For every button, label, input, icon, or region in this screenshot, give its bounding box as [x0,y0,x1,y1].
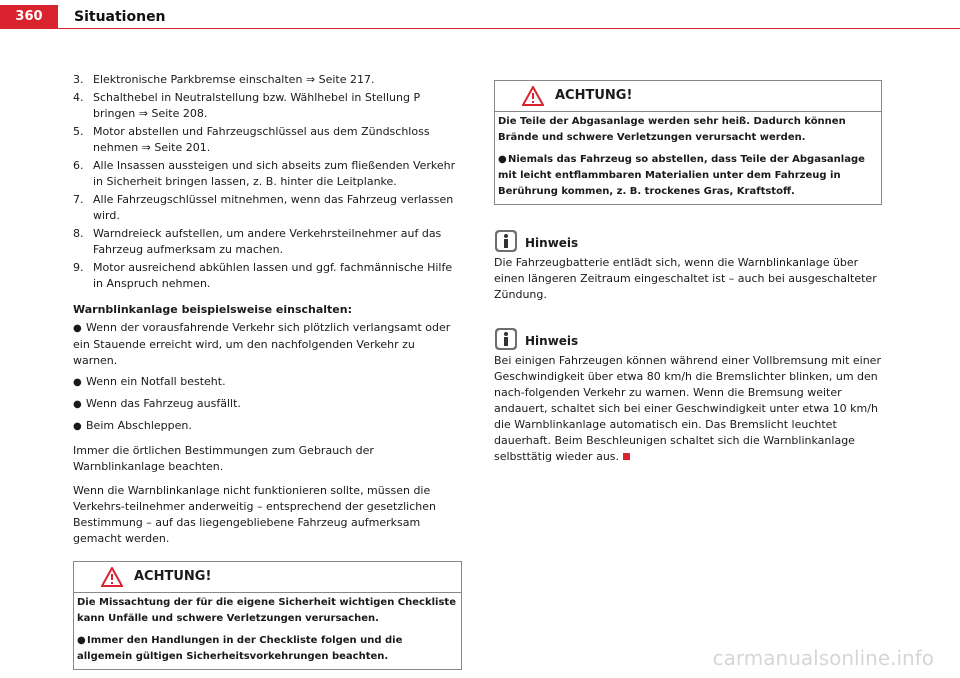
bullet-icon: ● [77,635,86,646]
watermark: carmanualsonline.info [712,646,934,670]
note-header [494,327,882,351]
info-note-icon [494,229,518,253]
bullet-icon: ● [73,377,82,388]
header-rule [58,28,960,29]
note-title: Hinweis [525,236,579,250]
subheading: Warnblinkanlage beispielsweise einschalten: [73,303,353,316]
note-text: Bei einigen Fahrzeugen können während einer Vollbremsung mit einer Geschwindigkeit über etwa 80 km/h die Bremslichter blinken, um den nach-folgenden Verkehr zu warnen. Wenn die Bremsung weiter andauert, schaltet sich bei einer Geschwindigkeit unter etwa 10 km/h die Warnblinkanlage automatisch ein. Das Bremslicht leuchtet dauerhaft. Beim Beschleunigen schaltet sich die Warnblinkanlage selbsttätig wieder aus. [494,354,881,463]
bullet-icon: ● [73,421,82,432]
right-column [494,80,882,465]
page-header [0,0,960,32]
step-item: 5. Motor abstellen und Fahrzeugschlüssel aus dem Zündschloss nehmen ⇒ Seite 201. [73,125,430,154]
info-note-icon [494,327,518,351]
list-item: ● Wenn der vorausfahrende Verkehr sich plötzlich verlangsamt oder ein Stauende erreicht wird, um den nachfolgenden Verkehr zu warnen. [73,321,451,367]
step-item: 6. Alle Insassen aussteigen und sich abseits zum fließenden Verkehr in Sicherheit bringen lassen, z. B. hinter die Leitplanke. [73,159,456,188]
warning-header [495,81,881,112]
step-item: 7. Alle Fahrzeugschlüssel mitnehmen, wenn das Fahrzeug verlassen wird. [73,193,454,222]
note-block [494,327,882,465]
warning-title: ACHTUNG! [555,88,633,103]
list-item: ● Wenn das Fahrzeug ausfällt. [73,396,462,413]
warning-header [74,562,461,593]
warning-title: ACHTUNG! [134,569,212,584]
step-list [73,72,462,292]
list-item: ● Beim Abschleppen. [73,418,462,435]
step-item: 9. Motor ausreichend abkühlen lassen und ggf. fachmännische Hilfe in Anspruch nehmen. [73,261,453,290]
bullet-icon: ● [73,323,82,334]
note-text: Die Fahrzeugbatterie entlädt sich, wenn die Warnblinkanlage über einen längeren Zeitraum eingeschaltet ist – auch bei ausgeschalteter Zündung. [494,256,877,301]
list-item: ● Wenn ein Notfall besteht. [73,374,462,391]
note-header [494,229,882,253]
warning-triangle-icon [522,86,544,106]
page-number: 360 [0,5,58,29]
paragraph: Wenn die Warnblinkanlage nicht funktionieren sollte, müssen die Verkehrs-teilnehmer anderweitig – entsprechend der gesetzlichen Bestimmung – auf das liegengebliebene Fahrzeug aufmerksam gemacht werden. [73,484,436,545]
warning-body: Die Missachtung der für die eigene Sicherheit wichtigen Checkliste kann Unfälle und schwere Verletzungen verursachen. ●Immer den Handlungen in der Checkliste folgen und die allgemein gültigen Sicherheitsvorkehrungen beachten. [77,597,456,662]
left-column [73,72,462,670]
bullet-icon: ● [73,399,82,410]
note-title: Hinweis [525,334,579,348]
warning-triangle-icon [101,567,123,587]
bullet-icon: ● [498,154,507,165]
note-block [494,229,882,303]
page-title: Situationen [74,9,166,25]
step-item: 4. Schalthebel in Neutralstellung bzw. Wählhebel in Stellung P bringen ⇒ Seite 208. [73,91,421,120]
step-item: 8. Warndreieck aufstellen, um andere Verkehrsteilnehmer auf das Fahrzeug aufmerksam zu machen. [73,227,442,256]
warning-box [494,80,882,205]
paragraph: Immer die örtlichen Bestimmungen zum Gebrauch der Warnblinkanlage beachten. [73,444,374,473]
warning-body: Die Teile der Abgasanlage werden sehr heiß. Dadurch können Brände und schwere Verletzungen verursacht werden. ●Niemals das Fahrzeug so abstellen, dass Teile der Abgasanlage mit leicht entflammbaren Materialien unter dem Fahrzeug in Berührung kommen, z. B. trockenes Gras, Kraftstoff. [498,116,865,197]
step-item: 3. Elektronische Parkbremse einschalten ⇒ Seite 217. [73,73,375,86]
end-mark-icon [623,453,630,460]
warning-box [73,561,462,670]
